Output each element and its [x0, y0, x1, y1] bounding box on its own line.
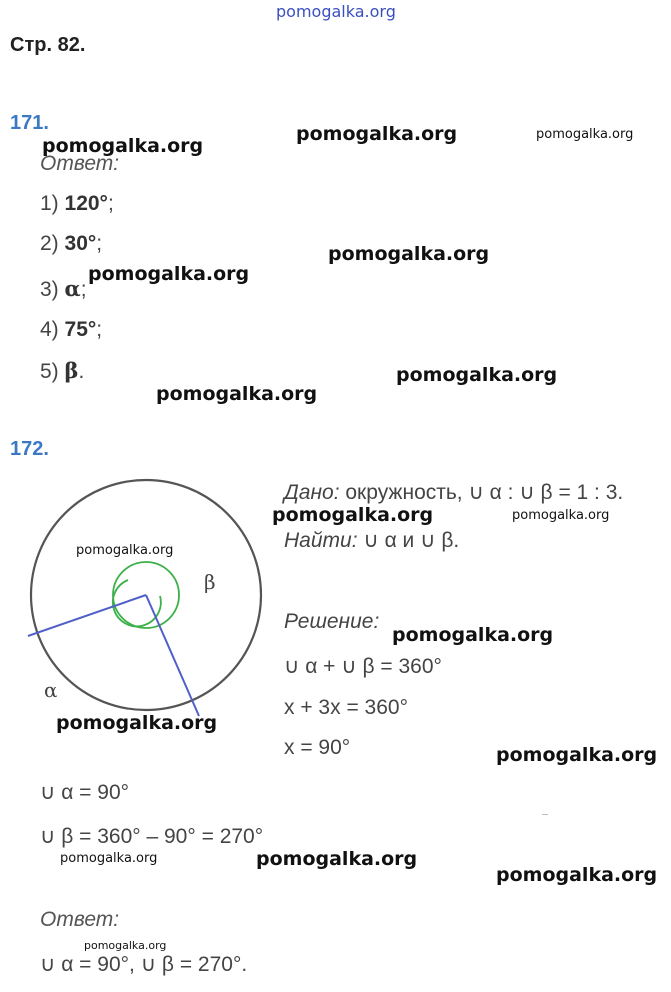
watermark: pomogalka.org — [272, 504, 434, 526]
watermark: pomogalka.org — [256, 848, 418, 870]
watermark: pomogalka.org — [42, 135, 204, 157]
watermark: pomogalka.org — [536, 127, 634, 142]
arc-beta-label: β — [204, 570, 216, 594]
watermark: pomogalka.org — [156, 383, 318, 405]
answer-item-1: 1) 120°; — [40, 192, 114, 215]
answer-item-5: 5) β. — [40, 358, 85, 383]
task-171-answer-label: Ответ: — [40, 152, 120, 175]
answer-item-4: 4) 75°; — [40, 318, 103, 341]
solution-label: Решение: — [284, 610, 380, 633]
task-171-number: 171. — [10, 112, 49, 134]
watermark: pomogalka.org — [56, 712, 218, 734]
watermark: pomogalka.org — [60, 851, 158, 866]
watermark: pomogalka.org — [396, 364, 558, 386]
page-label: Стр. 82. — [10, 34, 86, 56]
solution-line-1: ∪ α + ∪ β = 360° — [284, 655, 442, 678]
radius-left — [28, 595, 146, 636]
answer-item-3: 3) α; — [40, 276, 87, 301]
watermark: pomogalka.org — [512, 508, 610, 523]
watermark-top: pomogalka.org — [276, 2, 396, 21]
watermark: pomogalka.org — [496, 744, 658, 766]
watermark: pomogalka.org — [328, 243, 490, 265]
result-line-1: ∪ α = 90° — [40, 781, 130, 804]
task-172-answer: ∪ α = 90°, ∪ β = 270°. — [40, 953, 248, 976]
result-line-2: ∪ β = 360° – 90° = 270° — [40, 825, 264, 848]
find-line: Найти: ∪ α и ∪ β. — [284, 529, 460, 552]
task-172-number: 172. — [10, 438, 49, 460]
given-line: Дано: окружность, ∪ α : ∪ β = 1 : 3. — [284, 481, 624, 504]
arc-alpha-label: α — [44, 678, 58, 702]
speck — [542, 814, 548, 815]
answer-item-2: 2) 30°; — [40, 232, 103, 255]
watermark: pomogalka.org — [496, 864, 658, 886]
watermark: pomogalka.org — [84, 939, 167, 952]
watermark: pomogalka.org — [392, 624, 554, 646]
circle-figure — [0, 470, 280, 730]
solution-line-2: x + 3x = 360° — [284, 696, 408, 719]
solution-line-3: x = 90° — [284, 736, 351, 759]
watermark: pomogalka.org — [88, 263, 250, 285]
task-172-answer-label: Ответ: — [40, 908, 120, 931]
watermark: pomogalka.org — [76, 543, 174, 558]
watermark: pomogalka.org — [296, 123, 458, 145]
